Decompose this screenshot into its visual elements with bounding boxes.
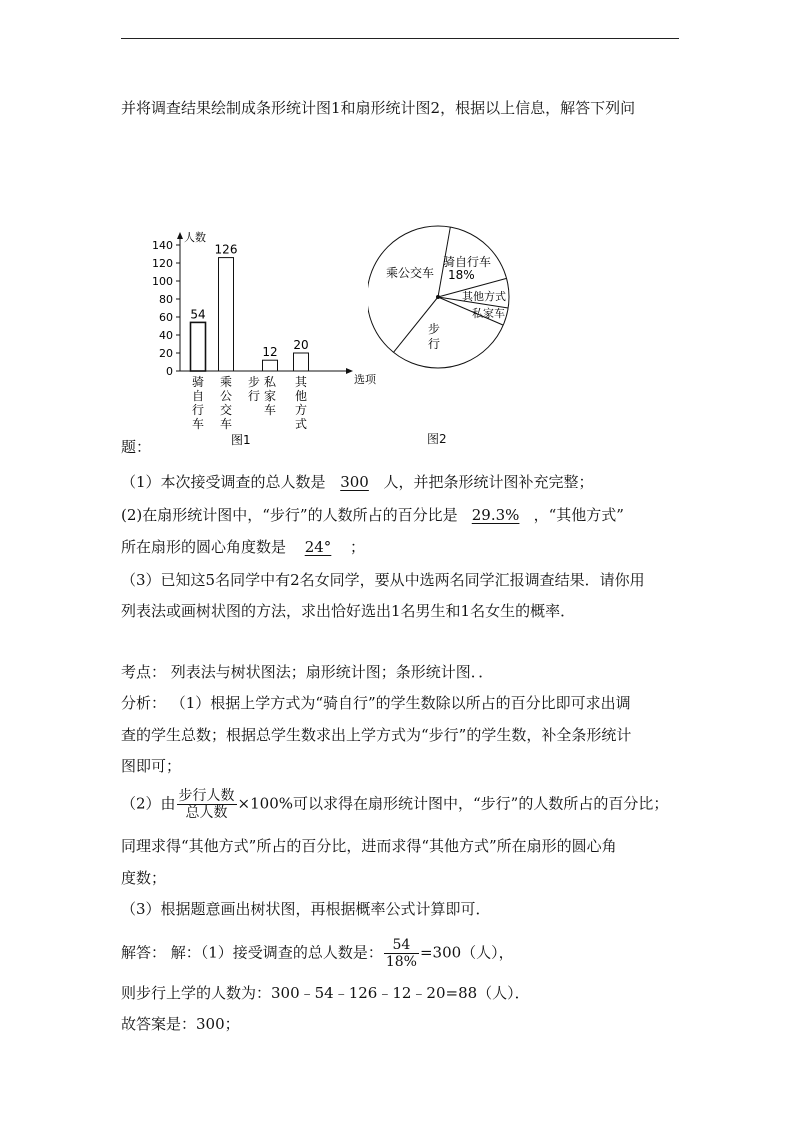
y-tick-label: 80 (159, 293, 173, 306)
q2-answer: 29.3% (471, 506, 520, 524)
slice-label-bike: 骑自行车 (443, 255, 492, 269)
total-fraction-num: 54 (384, 937, 419, 954)
y-tick-label: 100 (152, 275, 173, 288)
fx4-post: ×100%可以求得在扇形统计图中，“步行”的人数所占的百分比； (237, 794, 669, 813)
y-tick-label: 140 (152, 239, 173, 252)
analysis-line-5: 同理求得“其他方式”所占的百分比，进而求得“其他方式”所在扇形的圆心角 (121, 837, 617, 855)
slice-label-bus: 乘公交车 (386, 266, 435, 280)
ti-label: 题： (121, 438, 152, 456)
category-label-char: 公 (219, 389, 233, 403)
total-fraction (384, 937, 419, 970)
q2b-answer: 24° (304, 538, 332, 556)
bar-value-label: 20 (293, 338, 309, 352)
fig2-caption-label: 图2 (427, 432, 447, 446)
question-3a: （3）已知这5名同学中有2名女同学，要从中选两名同学汇报调查结果．请你用 (121, 571, 645, 589)
analysis-line-6: 度数； (121, 869, 167, 887)
category-label-char: 车 (263, 403, 277, 417)
bar-1 (191, 322, 206, 371)
jd-post: =300（人）， (419, 943, 514, 962)
solution-line-3: 故答案是：300； (121, 1015, 240, 1033)
question-3b: 列表法或画树状图的方法，求出恰好选出1名男生和1名女生的概率． (121, 602, 576, 620)
q1-pre: （1）本次接受调查的总人数是 (121, 473, 326, 491)
analysis-line-4 (121, 788, 668, 821)
analysis-line-7: （3）根据题意画出树状图，再根据概率公式计算即可． (121, 900, 491, 918)
question-2b (121, 537, 365, 557)
solution-line-1 (121, 937, 514, 970)
intro-text: 并将调查结果绘制成条形统计图1和扇形统计图2，根据以上信息，解答下列问 (121, 99, 636, 117)
total-fraction-den: 18% (385, 954, 417, 970)
walk-fraction-den: 总人数 (185, 805, 228, 821)
slice-label-other: 其他方式 (462, 290, 506, 303)
bar-5 (294, 353, 309, 371)
solution-line-2: 则步行上学的人数为：300﹣54﹣126﹣12﹣20=88（人）． (121, 984, 530, 1002)
y-tick-label: 20 (159, 347, 173, 360)
jd-pre: 解答： 解：（1）接受调查的总人数是： (121, 943, 383, 962)
pie-chart-fig2 (368, 222, 548, 402)
category-label-char: 式 (294, 417, 308, 431)
pie-center (436, 295, 440, 299)
slice-label-walk-1: 步 (428, 322, 441, 336)
category-label-char: 交 (219, 403, 233, 417)
bar-chart-fig1 (118, 225, 378, 450)
fig1-caption: 图1 (231, 433, 251, 447)
slice-pct-bike: 18% (448, 268, 475, 282)
slice-label-car: 私家车 (472, 307, 505, 320)
bar-value-label: 54 (190, 307, 206, 322)
bar-value-label: 12 (262, 345, 278, 360)
category-label-char: 私 (263, 375, 277, 389)
q2-mid: ，“其他方式” (533, 506, 624, 524)
y-axis-title: 人数 (184, 231, 206, 244)
category-label-char: 家 (263, 389, 277, 403)
walk-fraction (177, 788, 237, 821)
category-label-char: 自 (191, 389, 205, 403)
question-2 (121, 505, 624, 525)
walk-fraction-num: 步行人数 (178, 788, 235, 804)
category-label-char: 行 (191, 403, 205, 417)
q2b-pre: 所在扇形的圆心角度数是 (121, 538, 287, 556)
bar-4 (263, 360, 278, 371)
header-rule (121, 38, 679, 39)
q1-post: 人，并把条形统计图补充完整； (383, 473, 594, 491)
category-label-char: 其 (294, 375, 308, 389)
x-axis-title: 选项 (354, 373, 376, 386)
analysis-line-3: 图即可； (121, 757, 182, 775)
slice-label-walk-2: 行 (428, 337, 441, 351)
q2b-post: ； (350, 538, 366, 556)
analysis-line-2: 查的学生总数；根据总学生数求出上学方式为“步行”的学生数，补全条形统计 (121, 726, 632, 744)
category-label-char: 步 (247, 375, 261, 389)
category-label-char: 车 (191, 417, 205, 431)
category-label-char: 他 (294, 389, 308, 403)
y-tick-label: 0 (166, 365, 173, 378)
category-label-char: 骑 (191, 375, 205, 389)
question-1 (121, 472, 594, 492)
bar-value-label: 126 (214, 242, 238, 257)
category-label-char: 行 (247, 389, 261, 403)
y-tick-label: 120 (152, 257, 173, 270)
kaodian-line: 考点： 列表法与树状图法；扇形统计图；条形统计图．． (121, 663, 494, 681)
q1-answer: 300 (340, 473, 369, 491)
category-label-char: 方 (294, 403, 308, 417)
category-label-char: 乘 (219, 375, 233, 389)
category-label-char: 车 (219, 417, 233, 431)
y-tick-label: 40 (159, 329, 173, 342)
bar-2 (219, 258, 234, 371)
fx4-pre: （2）由 (121, 794, 176, 813)
q2-pre: (2)在扇形统计图中，“步行”的人数所占的百分比是 (121, 506, 458, 524)
analysis-line-1: 分析： （1）根据上学方式为“骑自行”的学生数除以所占的百分比即可求出调 (121, 694, 631, 712)
y-tick-label: 60 (159, 311, 173, 324)
